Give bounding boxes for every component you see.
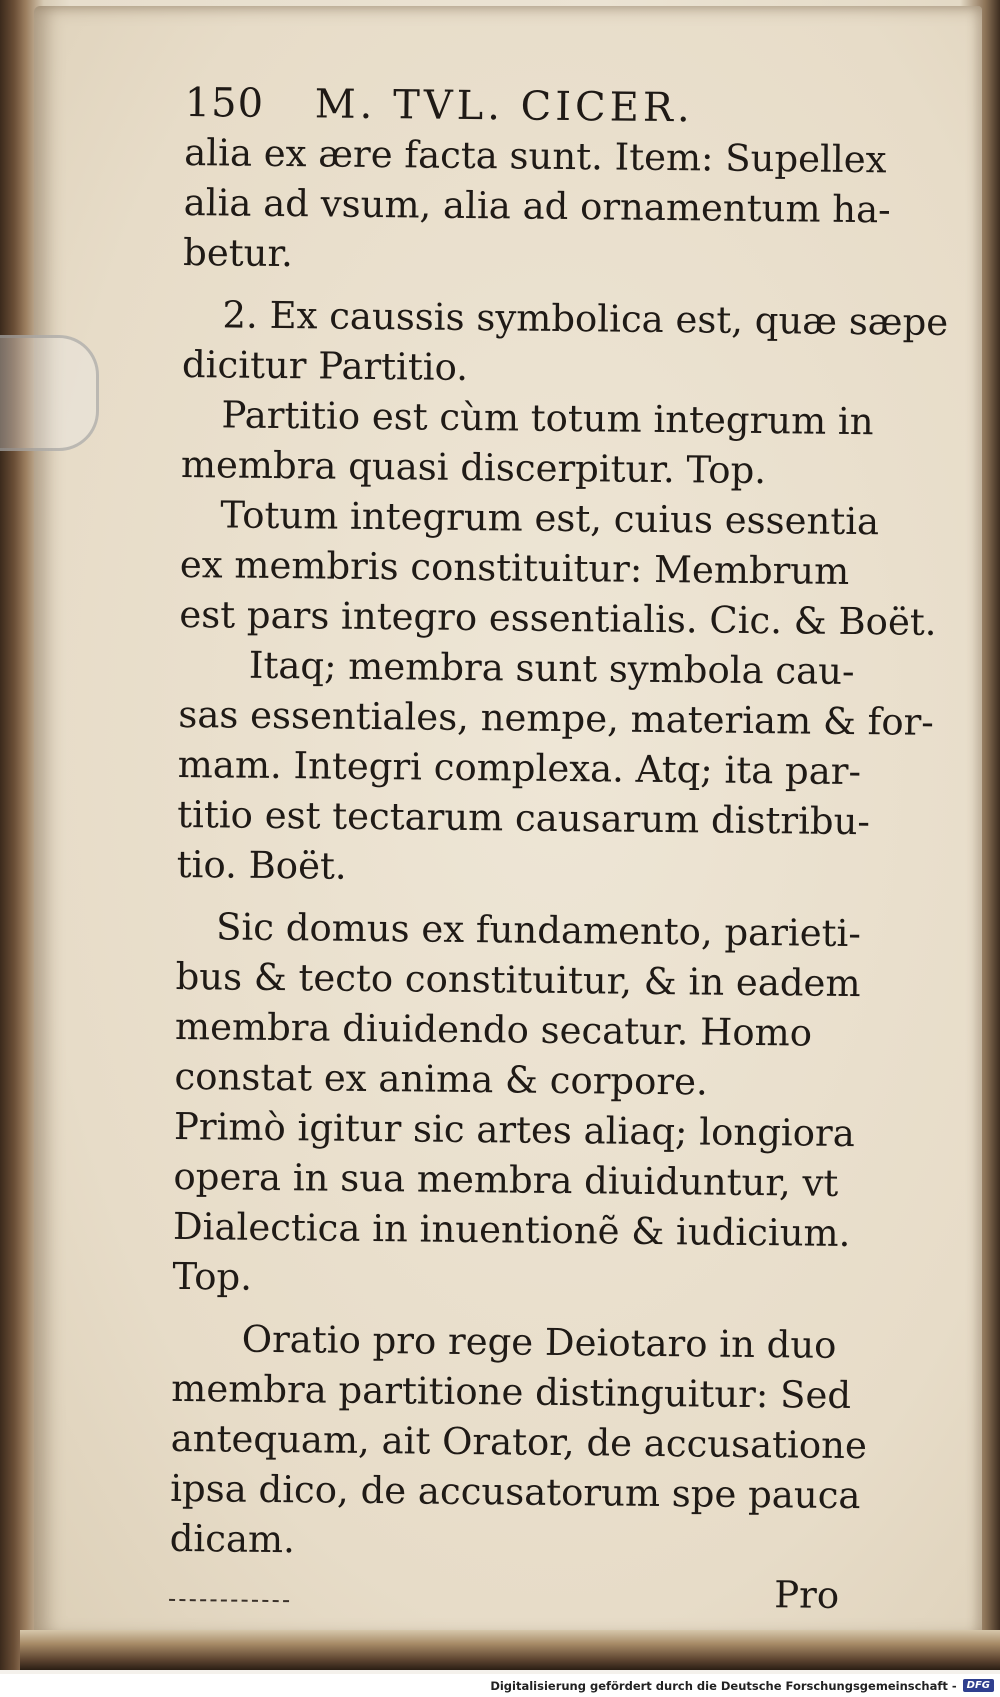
text-line: alia ex ære facta sunt. Item: Supellex — [183, 130, 887, 182]
text-line: dicitur Partitio. — [181, 342, 469, 389]
text-line: Itaq; membra sunt symbola cau- — [248, 643, 855, 694]
text-line: Oratio pro rege Deiotaro in duo — [241, 1317, 837, 1367]
text-line: betur. — [182, 230, 294, 276]
text-line: Primò igitur sic artes aliaq; longiora — [173, 1104, 855, 1156]
book-bottom-edge — [20, 1630, 1000, 1670]
catchword-row — [169, 1564, 849, 1621]
text-line: membra diuidendo secatur. Homo — [174, 1004, 813, 1055]
digitization-credit-bar — [0, 1674, 1000, 1697]
text-line: Partitio est cùm totum integrum in — [221, 393, 874, 444]
page-number: 150 — [184, 79, 265, 127]
text-line: Top. — [172, 1254, 253, 1299]
text-line: Totum integrum est, cuius essentia — [220, 493, 880, 544]
paragraph — [172, 1102, 854, 1309]
paragraph — [174, 902, 862, 1109]
text-line: dicam. — [169, 1516, 296, 1562]
text-line: opera in sua membra diuiduntur, vt — [173, 1154, 839, 1205]
paragraph — [180, 390, 874, 497]
paragraph — [176, 640, 935, 897]
text-line: 2. Ex caussis symbolica est, quæ sæpe — [222, 293, 949, 345]
paragraph — [181, 290, 949, 397]
paragraph — [179, 490, 937, 647]
catchword: Pro — [774, 1573, 840, 1617]
text-line: titio est tectarum causarum distribu- — [177, 792, 871, 844]
digitization-credit: Digitalisierung gefördert durch die Deutsche Forschungsgemeinschaft - — [490, 1678, 957, 1693]
text-line: Dialectica in inuentionẽ & iudicium. — [172, 1204, 851, 1256]
text-line: ipsa dico, de accusatorum spe pauca — [170, 1466, 861, 1518]
page-clip — [0, 335, 99, 451]
text-line: ex membris constituitur: Membrum — [179, 542, 850, 593]
text-line: alia ad vsum, alia ad ornamentum ha- — [183, 180, 891, 232]
text-line: constat ex anima & corpore. — [174, 1054, 708, 1104]
text-line: Sic domus ex fundamento, parieti- — [215, 905, 862, 956]
text-line: membra quasi discerpitur. Top. — [180, 442, 767, 493]
text-line: bus & tecto constituitur, & in eadem — [175, 954, 861, 1006]
text-line: tio. Boët. — [176, 842, 347, 888]
end-rule — [169, 1599, 289, 1602]
text-line: mam. Integri complexa. Atq; ita par- — [177, 742, 862, 794]
page-header — [184, 78, 864, 135]
text-line: membra partitione distinguitur: Sed — [171, 1366, 852, 1418]
text-line: sas essentiales, nempe, materiam & for- — [178, 692, 935, 744]
text-line: antequam, ait Orator, de accusatione — [170, 1416, 868, 1468]
dfg-logo-icon: DFG — [963, 1679, 994, 1692]
paragraph — [182, 128, 891, 285]
paragraph — [169, 1314, 868, 1571]
text-line: est pars integro essentialis. Cic. & Boët. — [179, 592, 937, 644]
running-head: M. TVL. CICER. — [314, 81, 694, 132]
page-text — [169, 78, 949, 1621]
